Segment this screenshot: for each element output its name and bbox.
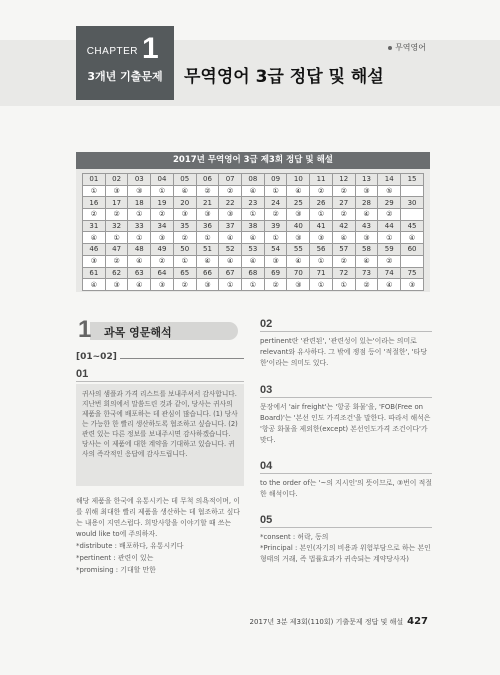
- answer-cell: ③: [173, 209, 196, 221]
- vocab-item: *promising : 기대할 만한: [76, 566, 156, 574]
- question-number-cell: 01: [83, 174, 106, 186]
- question-number-cell: 58: [355, 244, 378, 256]
- answer-cell: [401, 185, 424, 197]
- answer-cell: [401, 209, 424, 221]
- answer-cell: ③: [151, 232, 174, 244]
- answer-cell: ②: [310, 185, 333, 197]
- question-04-divider: [260, 473, 432, 474]
- question-number-cell: 55: [287, 244, 310, 256]
- question-number-cell: 27: [332, 197, 355, 209]
- answer-cell: ④: [355, 255, 378, 267]
- answer-cell: ②: [83, 209, 106, 221]
- question-number-cell: 25: [287, 197, 310, 209]
- question-number-cell: 03: [128, 174, 151, 186]
- answer-cell: ②: [264, 279, 287, 291]
- question-number-cell: 75: [401, 267, 424, 279]
- question-02-divider: [260, 331, 432, 332]
- question-number-cell: 61: [83, 267, 106, 279]
- question-number-01: 01: [76, 368, 89, 380]
- question-number-cell: 72: [332, 267, 355, 279]
- answer-cell: ②: [105, 209, 128, 221]
- answer-cell: ④: [242, 255, 265, 267]
- question-number-cell: 62: [105, 267, 128, 279]
- answer-table-panel: [76, 152, 430, 292]
- answer-cell: ③: [105, 185, 128, 197]
- question-number-03: 03: [260, 384, 273, 396]
- question-number-cell: 12: [332, 174, 355, 186]
- question-number-cell: 69: [264, 267, 287, 279]
- question-number-cell: 64: [151, 267, 174, 279]
- question-number-row: [83, 197, 424, 209]
- question-number-cell: 14: [378, 174, 401, 186]
- answer-cell: ③: [287, 279, 310, 291]
- question-number-cell: 42: [332, 220, 355, 232]
- vocab-item: *distribute : 배포하다, 유통시키다: [76, 542, 184, 550]
- answer-cell: ③: [287, 209, 310, 221]
- answer-cell: ②: [355, 279, 378, 291]
- answer-cell: ④: [355, 209, 378, 221]
- question-number-cell: 10: [287, 174, 310, 186]
- question-number-cell: 17: [105, 197, 128, 209]
- question-number-cell: 59: [378, 244, 401, 256]
- answer-cell: ①: [310, 209, 333, 221]
- q02-text: pertinent란 '관련된', '관련성이 있는'이라는 의미로 relevant와 유사하다. 그 밖에 쟁점 등이 '적절한', '타당한'이라는 의미도 있다.: [260, 337, 427, 367]
- answer-cell: ③: [219, 209, 242, 221]
- answer-cell: ④: [242, 232, 265, 244]
- question-number-cell: 73: [355, 267, 378, 279]
- question-number-cell: 47: [105, 244, 128, 256]
- question-number-cell: 67: [219, 267, 242, 279]
- answer-cell: ②: [105, 255, 128, 267]
- answer-cell: ①: [128, 232, 151, 244]
- answer-cell: ④: [287, 255, 310, 267]
- question-number-cell: 52: [219, 244, 242, 256]
- q04-text: to the order of는 '~의 지시인'의 뜻이므로, ③번이 적절한 해석이다.: [260, 479, 432, 498]
- answer-cell: ②: [219, 185, 242, 197]
- answer-cell: ①: [242, 209, 265, 221]
- answer-cell: ③: [151, 279, 174, 291]
- question-number-cell: 36: [196, 220, 219, 232]
- answer-cell: ④: [219, 232, 242, 244]
- question-number-cell: 31: [83, 220, 106, 232]
- question-number-cell: 26: [310, 197, 333, 209]
- question-number-cell: 33: [128, 220, 151, 232]
- answer-table-caption: 2017년 무역영어 3급 제3회 정답 및 해설: [76, 152, 430, 169]
- vocab-item: *pertinent : 관련이 있는: [76, 554, 154, 562]
- subject-title-prefix: 과목: [104, 326, 130, 339]
- answer-cell: ③: [355, 185, 378, 197]
- answer-row: [83, 185, 424, 197]
- answer-cell: ①: [173, 255, 196, 267]
- question-number-cell: 45: [401, 220, 424, 232]
- question-number-cell: 18: [128, 197, 151, 209]
- q05-line: *consent : 허락, 동의: [260, 533, 329, 541]
- question-number-cell: 71: [310, 267, 333, 279]
- answer-row: [83, 279, 424, 291]
- answer-cell: ③: [196, 209, 219, 221]
- subject-title: [104, 324, 172, 340]
- answer-cell: ④: [83, 279, 106, 291]
- section-tag-label: 무역영어: [395, 43, 426, 52]
- question-number-04: 04: [260, 460, 273, 472]
- question-number-cell: 15: [401, 174, 424, 186]
- answer-cell: ①: [242, 279, 265, 291]
- question-number-cell: 60: [401, 244, 424, 256]
- answer-cell: ④: [196, 255, 219, 267]
- passage-box: [76, 384, 244, 486]
- question-number-cell: 39: [264, 220, 287, 232]
- question-number-cell: 35: [173, 220, 196, 232]
- question-number-cell: 09: [264, 174, 287, 186]
- question-number-cell: 05: [173, 174, 196, 186]
- answer-cell: ③: [355, 232, 378, 244]
- q03-text: 문장에서 'air freight'는 '항공 화물'을, 'FOB(Free on Board)'는 '본선 인도 가격조건'을 말한다. 따라서 해석은 '항공 화물을 제외한(except) 본선인도가격 조건이다'가 맞다.: [260, 403, 431, 444]
- question-number-cell: 46: [83, 244, 106, 256]
- answer-cell: ④: [219, 255, 242, 267]
- question-number-cell: 38: [242, 220, 265, 232]
- q01-explanation-text: 해당 제품을 한국에 유통시키는 데 무척 의욕적이며, 이를 위해 최대한 빨리 제품을 생산하는 데 협조하고 싶다는 내용이 지연스럽다. 희망사항을 이야기할 때 쓰는 would like to에 주의하자.: [76, 497, 240, 538]
- answer-cell: [401, 255, 424, 267]
- question-number-cell: 32: [105, 220, 128, 232]
- answer-cell: ⑤: [378, 185, 401, 197]
- answer-cell: ①: [151, 185, 174, 197]
- question-number-cell: 51: [196, 244, 219, 256]
- question-05-divider: [260, 527, 432, 528]
- answer-cell: ③: [287, 232, 310, 244]
- question-number-cell: 34: [151, 220, 174, 232]
- question-number-cell: 54: [264, 244, 287, 256]
- footer-text: 2017년 3분 제3회(110회) 기출문제 정답 및 해설: [249, 618, 404, 626]
- question-number-cell: 02: [105, 174, 128, 186]
- question-number-cell: 57: [332, 244, 355, 256]
- answer-cell: ③: [128, 185, 151, 197]
- question-number-cell: 06: [196, 174, 219, 186]
- question-number-cell: 56: [310, 244, 333, 256]
- subject-title-text: 영문해석: [129, 326, 172, 339]
- question-number-cell: 20: [173, 197, 196, 209]
- answer-cell: ①: [264, 232, 287, 244]
- question-number-cell: 50: [173, 244, 196, 256]
- answer-cell: ④: [287, 185, 310, 197]
- answer-cell: ①: [196, 232, 219, 244]
- answer-cell: ④: [173, 185, 196, 197]
- answer-cell: ②: [332, 255, 355, 267]
- answer-cell: ②: [173, 279, 196, 291]
- answer-table: [82, 173, 424, 291]
- answer-cell: ③: [196, 279, 219, 291]
- question-number-cell: 53: [242, 244, 265, 256]
- answer-cell: ③: [83, 255, 106, 267]
- answer-cell: ④: [332, 232, 355, 244]
- range-divider: [120, 358, 244, 359]
- question-number-cell: 28: [355, 197, 378, 209]
- answer-cell: ②: [151, 255, 174, 267]
- question-number-cell: 37: [219, 220, 242, 232]
- question-number-cell: 24: [264, 197, 287, 209]
- question-number-cell: 08: [242, 174, 265, 186]
- answer-cell: ③: [105, 279, 128, 291]
- question-number-cell: 07: [219, 174, 242, 186]
- page-number: 427: [407, 616, 428, 627]
- question-03-divider: [260, 397, 432, 398]
- question-number-cell: 41: [310, 220, 333, 232]
- answer-cell: ①: [378, 232, 401, 244]
- answer-cell: ④: [401, 232, 424, 244]
- answer-cell: ②: [332, 185, 355, 197]
- question-number-cell: 63: [128, 267, 151, 279]
- question-number-cell: 43: [355, 220, 378, 232]
- bullet-dot-icon: [388, 46, 392, 50]
- answer-cell: ④: [128, 255, 151, 267]
- answer-cell: ②: [151, 209, 174, 221]
- question-number-cell: 40: [287, 220, 310, 232]
- question-number-02: 02: [260, 318, 273, 330]
- answer-cell: ①: [219, 279, 242, 291]
- question-number-cell: 19: [151, 197, 174, 209]
- question-04-explanation: [260, 478, 432, 500]
- question-number-cell: 13: [355, 174, 378, 186]
- answer-cell: ①: [105, 232, 128, 244]
- answer-cell: ④: [83, 232, 106, 244]
- answer-cell: ②: [378, 255, 401, 267]
- subject-number: 1: [78, 316, 92, 343]
- question-number-cell: 23: [242, 197, 265, 209]
- question-number-cell: 30: [401, 197, 424, 209]
- question-number-cell: 65: [173, 267, 196, 279]
- answer-cell: ②: [196, 185, 219, 197]
- answer-cell: ②: [332, 209, 355, 221]
- question-number-cell: 68: [242, 267, 265, 279]
- question-number-cell: 11: [310, 174, 333, 186]
- question-02-explanation: [260, 336, 432, 369]
- answer-cell: ①: [310, 255, 333, 267]
- question-number-cell: 49: [151, 244, 174, 256]
- question-01-explanation: [76, 496, 246, 576]
- answer-cell: ①: [264, 185, 287, 197]
- answer-cell: ②: [173, 232, 196, 244]
- question-range-label: [01~02]: [76, 352, 117, 362]
- question-number-cell: 74: [378, 267, 401, 279]
- chapter-subtitle: 3개년 기출문제: [87, 70, 163, 83]
- question-number-cell: 29: [378, 197, 401, 209]
- question-number-cell: 48: [128, 244, 151, 256]
- answer-cell: ④: [128, 279, 151, 291]
- answer-cell: ②: [264, 209, 287, 221]
- question-03-explanation: [260, 402, 432, 446]
- question-number-cell: 04: [151, 174, 174, 186]
- answer-cell: ①: [128, 209, 151, 221]
- section-tag: [388, 42, 426, 53]
- answer-row: [83, 209, 424, 221]
- question-05-explanation: [260, 532, 432, 565]
- question-number-cell: 16: [83, 197, 106, 209]
- page-footer: [250, 616, 428, 627]
- answer-cell: ④: [242, 185, 265, 197]
- answer-cell: ③: [310, 232, 333, 244]
- question-number-cell: 21: [196, 197, 219, 209]
- question-number-cell: 70: [287, 267, 310, 279]
- answer-cell: ①: [332, 279, 355, 291]
- question-number-cell: 66: [196, 267, 219, 279]
- question-number-row: [83, 174, 424, 186]
- question-number-row: [83, 220, 424, 232]
- answer-cell: ②: [378, 209, 401, 221]
- answer-row: [83, 255, 424, 267]
- question-number-row: [83, 267, 424, 279]
- q05-line: *Principal : 본인(자기의 비용과 위험부담으로 하는 본인 형태의 거래, 즉 법률효과가 귀속되는 계약당사자): [260, 544, 431, 563]
- page-title: 무역영어 3급 정답 및 해설: [184, 67, 384, 87]
- chapter-label: CHAPTER: [86, 46, 138, 57]
- answer-cell: ③: [401, 279, 424, 291]
- passage-text: 귀사의 샘플과 가격 리스트를 보내주셔서 감사합니다. 지난번 회의에서 말씀드린 것과 같이, 당사는 귀사의 제품을 한국에 배포하는 데 관심이 많습니다. (1) 당사는 가능한 한 빨리 생산하도록 협조하고 싶습니다. (2) 관련 있는 다른 정보를 보내주시면 감사하겠습니다. 당사는 이 제품에 대한 계약을 기대하고 있습니다. 귀사의 즉각적인 응답에 감사드립니다.: [82, 390, 238, 458]
- chapter-box: [76, 26, 174, 100]
- answer-cell: ④: [378, 279, 401, 291]
- question-01-divider: [76, 381, 244, 382]
- answer-cell: ①: [83, 185, 106, 197]
- chapter-number: 1: [142, 32, 159, 65]
- question-number-row: [83, 244, 424, 256]
- answer-cell: ①: [310, 279, 333, 291]
- answer-cell: ③: [264, 255, 287, 267]
- question-number-cell: 44: [378, 220, 401, 232]
- question-number-05: 05: [260, 514, 273, 526]
- question-number-cell: 22: [219, 197, 242, 209]
- answer-row: [83, 232, 424, 244]
